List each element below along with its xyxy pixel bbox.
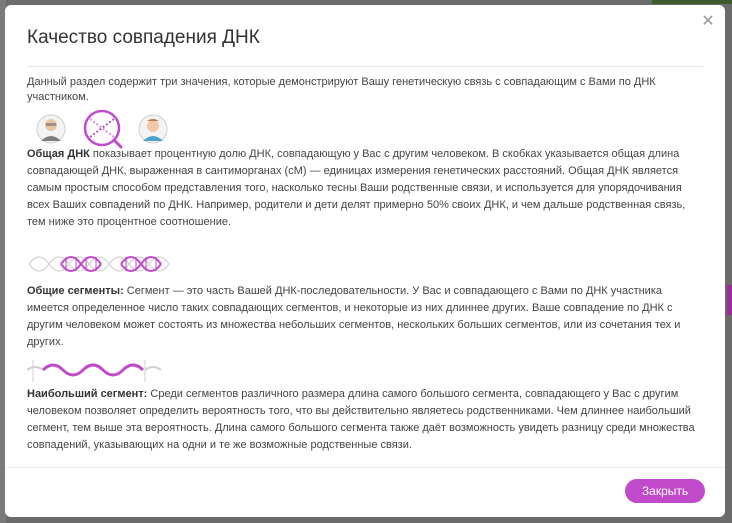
shared-dna-illustration [35,109,175,149]
avatar-younger-icon [139,115,167,143]
title-divider [27,66,703,67]
dna-segments-illustration [29,248,179,280]
longest-segment-illustration [27,356,167,386]
section-shared-segments [27,283,701,351]
magnifier-dna-icon [85,111,121,147]
section-shared-dna [27,146,701,231]
modal-title: Качество совпадения ДНК [27,27,260,48]
section-text: Среди сегментов различного размера длина самого большого сегмента, совпадающего у Вас с другим человеком позволяет определить вероятность того, что вы действительно являетесь родственниками. Чем длиннее наибольший сегмент, тем выше эта вероятность. Длина самого большого сегмента также даёт возможность увидеть разницу среди множества совпадений, указывающих на одни и те же возможные родственные связи. [27,388,695,451]
backdrop-accent-strip [727,285,732,315]
backdrop-top-bar [652,0,732,4]
close-button[interactable]: Закрыть [625,479,705,503]
section-term: Общие сегменты: [27,285,124,297]
close-icon[interactable]: ✕ [701,13,715,30]
section-text: Сегмент — это часть Вашей ДНК-последовательности. У Вас и совпадающего с Вами по ДНК участника имеется определенное число таких совпадающих сегментов, и некоторые из них длиннее других. Ваше совпадение по ДНК с другим человеком может состоять из множества небольших сегментов, нескольких больших сегментов, или из сочетания тех и других. [27,285,681,348]
segment-wave-icon [27,360,161,382]
section-longest-segment [27,386,701,454]
section-term: Общая ДНК [27,148,90,160]
avatar-older-icon [37,115,65,143]
section-text: показывает процентную долю ДНК, совпадающую у Вас с другим человеком. В скобках указывается общая длина совпадающей ДНК, выраженная в сантиморганах (сМ) — единицах измерения генетических расстояний. Общая ДНК является самым простым способом представления того, насколько тесны Ваши родственные связи, и используется для упорядочивания всех Ваших совпадений по ДНК. Например, родители и дети делят примерно 50% своих ДНК, и чем дальше родственная связь, тем ниже это процентное соотношение. [27,148,686,228]
dna-helix-icon [29,257,169,271]
footer-divider [5,467,725,468]
intro-text: Данный раздел содержит три значения, которые демонстрируют Вашу генетическую связь с совпадающим с Вами по ДНК участником. [27,76,656,103]
section-term: Наибольший сегмент: [27,388,148,400]
dna-match-quality-modal [5,5,725,517]
